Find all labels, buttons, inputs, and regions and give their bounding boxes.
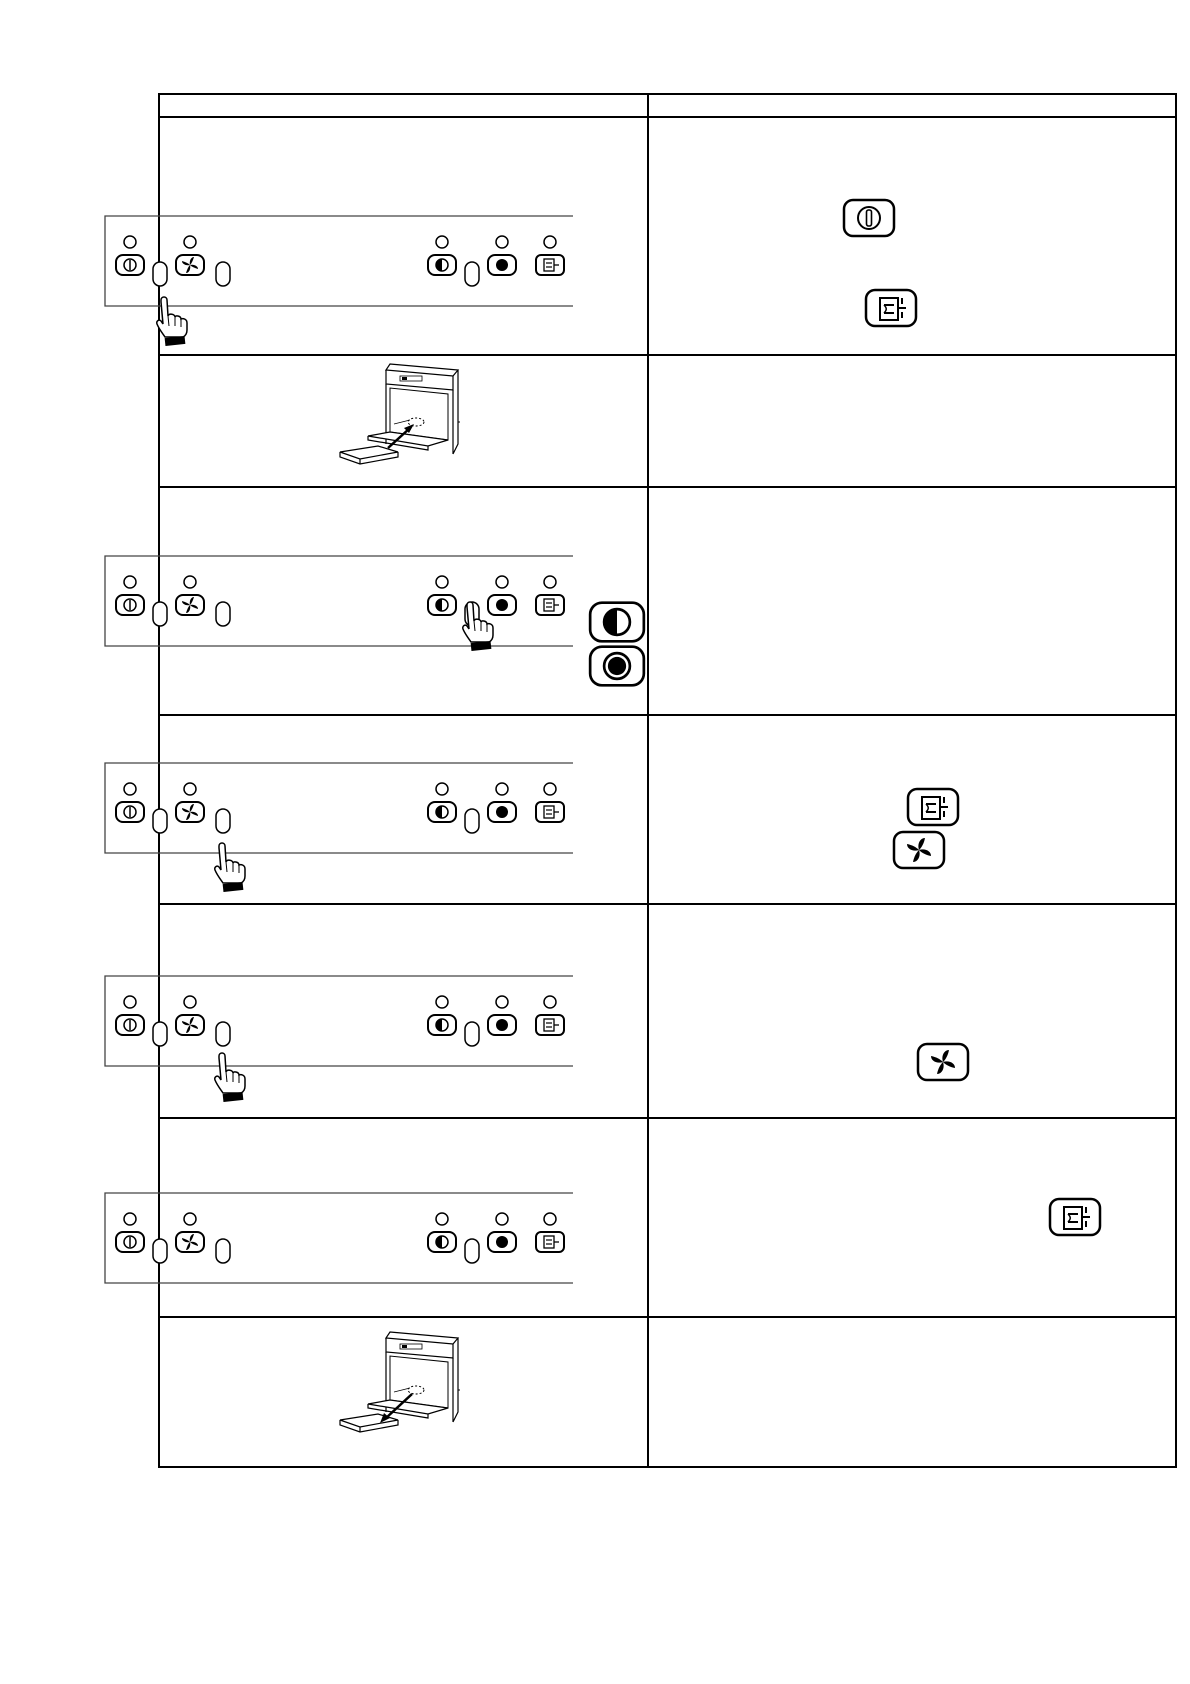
pointing-hand-icon [153,296,193,346]
dishwasher-tray-insert-illustration [338,362,468,472]
row-divider [158,354,1177,356]
row-divider [158,903,1177,905]
row-divider [158,486,1177,488]
pointing-hand-icon [211,842,251,892]
drain-pump-icon [1048,1197,1102,1237]
control-panel [103,1192,574,1284]
power-icon [842,198,896,238]
fan-icon [916,1042,970,1082]
pointing-hand-icon [459,601,499,651]
full-circle-icon [588,644,646,688]
control-panel [103,975,574,1067]
pointing-hand-icon [211,1052,251,1102]
half-circle-icon [588,600,646,644]
fan-icon [892,830,946,870]
row-divider [158,714,1177,716]
dishwasher-tray-remove-illustration [338,1330,468,1440]
column-divider [647,93,649,1468]
drain-pump-icon [906,787,960,827]
control-panel [103,215,574,307]
drain-pump-icon [864,288,918,328]
control-panel [103,555,574,647]
table-header-divider [158,116,1177,118]
control-panel [103,762,574,854]
row-divider [158,1117,1177,1119]
row-divider [158,1316,1177,1318]
